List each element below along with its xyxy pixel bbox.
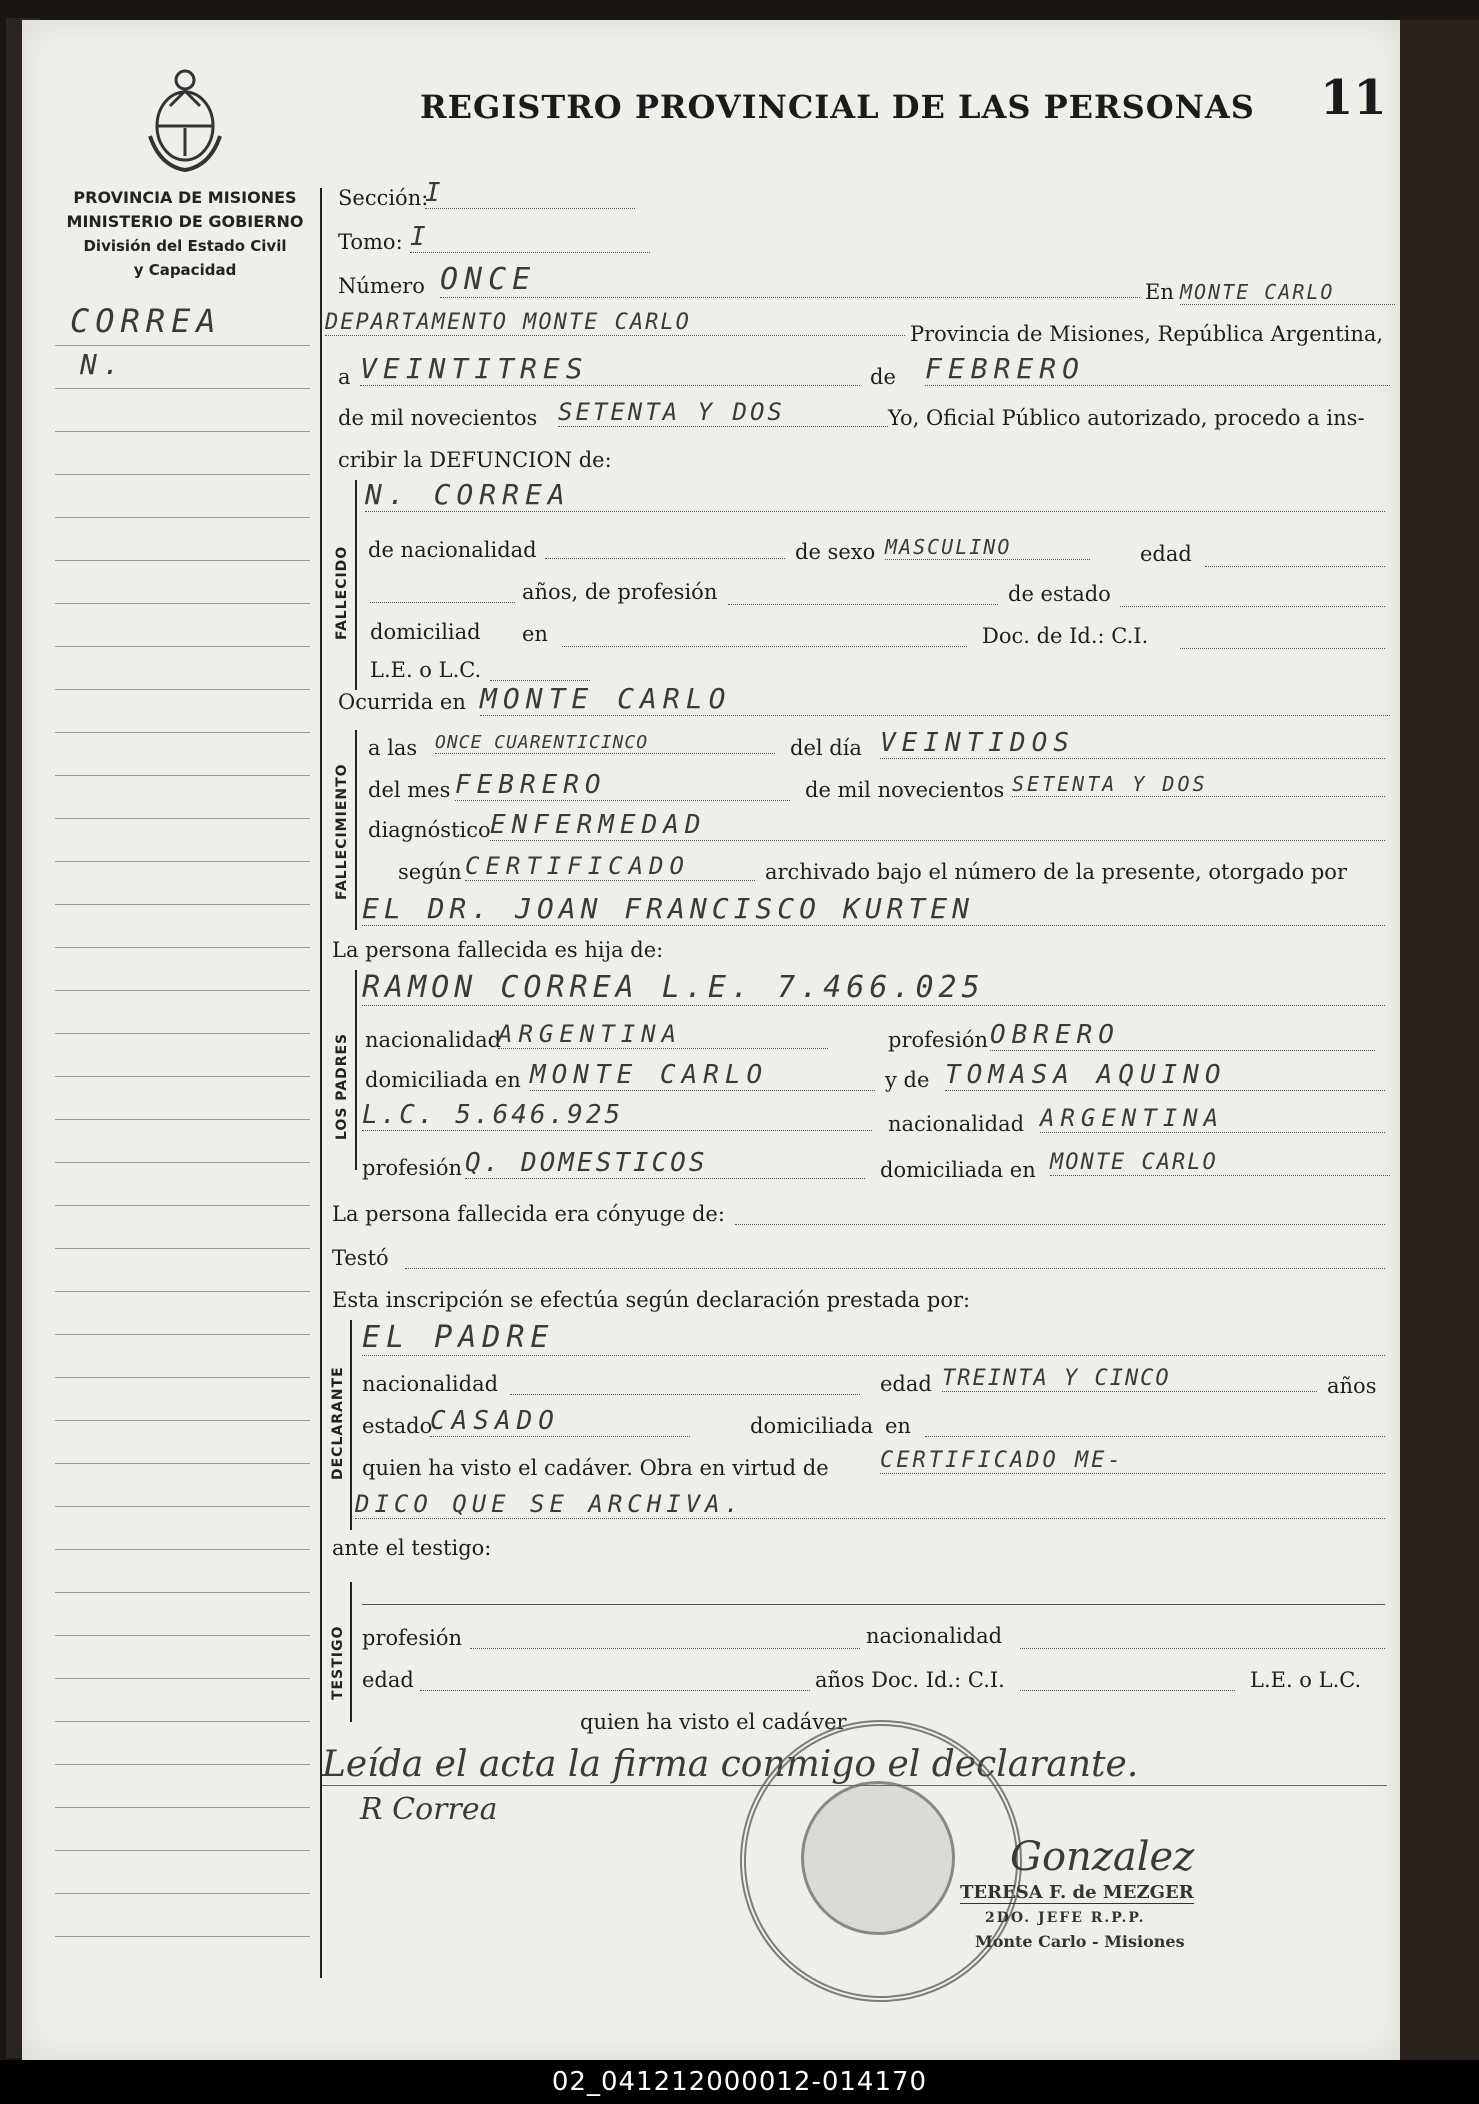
diagnostico-field: ENFERMEDAD — [490, 810, 1385, 841]
image-caption: 02_041212000012-014170 — [0, 2060, 1479, 2104]
edad-field — [1205, 564, 1385, 567]
seccion-field: I — [425, 178, 635, 209]
edad-label: edad — [1140, 542, 1192, 566]
firma-oficial: Gonzalez — [1010, 1834, 1195, 1880]
fallecimiento-section-label: FALLECIMIENTO — [334, 763, 350, 900]
margin-line — [55, 904, 310, 905]
testigo-nacionalidad-label: nacionalidad — [866, 1624, 1003, 1648]
margin-line — [55, 1807, 310, 1808]
margin-line — [55, 474, 310, 475]
mes-fallecimiento-field: FEBRERO — [455, 770, 790, 801]
margin-line — [55, 517, 310, 518]
y-de-label: y de — [885, 1068, 930, 1092]
margin-line — [55, 1033, 310, 1034]
madre-domicilio-label: domiciliada en — [880, 1158, 1036, 1182]
nacionalidad-label: de nacionalidad — [368, 538, 537, 562]
testo-label: Testó — [332, 1246, 389, 1270]
a-label: a — [338, 365, 351, 389]
form-left-border — [320, 188, 322, 1978]
margin-line — [55, 560, 310, 561]
departamento-field: DEPARTAMENTO MONTE CARLO — [325, 310, 905, 336]
doc-label: Doc. de Id.: C.I. — [982, 624, 1149, 648]
testigo-edad-field — [420, 1688, 810, 1691]
margin-line — [55, 1076, 310, 1077]
conyuge-label: La persona fallecida era cónyuge de: — [332, 1202, 725, 1226]
declaracion-label: Esta inscripción se efectúa según declaración prestada por: — [332, 1288, 971, 1312]
padre-nacionalidad-label: nacionalidad — [365, 1028, 502, 1052]
segun-field: CERTIFICADO — [465, 852, 755, 881]
margin-line — [55, 1119, 310, 1120]
fallecido-frame — [355, 480, 357, 690]
conyuge-field — [735, 1222, 1385, 1225]
margin-line — [55, 1377, 310, 1378]
margin-line — [55, 1678, 310, 1679]
margin-line — [55, 947, 310, 948]
obra-field: CERTIFICADO ME- — [880, 1448, 1385, 1474]
ocurrida-field: MONTE CARLO — [480, 682, 1390, 716]
hora-field: ONCE CUARENTICINCO — [435, 732, 775, 754]
testigo-intro: ante el testigo: — [332, 1536, 492, 1560]
margin-line — [55, 646, 310, 647]
anio-field: SETENTA Y DOS — [558, 398, 888, 427]
coat-of-arms-icon — [140, 66, 230, 178]
profesion-field — [728, 602, 998, 605]
testigo-edad-label: edad — [362, 1668, 414, 1692]
margin-line — [55, 990, 310, 991]
le-field — [490, 678, 590, 681]
anios-label: años, de profesión — [522, 580, 718, 604]
margin-line — [55, 1592, 310, 1593]
oficial-text: Yo, Oficial Público autorizado, procedo a ins- — [888, 406, 1365, 430]
margin-line — [55, 1635, 310, 1636]
padre-domicilio-field: MONTE CARLO — [530, 1060, 875, 1091]
padres-section-label: LOS PADRES — [334, 1032, 350, 1140]
margin-line — [55, 1248, 310, 1249]
margin-line — [55, 603, 310, 604]
margin-line — [55, 775, 310, 776]
en-label: En — [1145, 280, 1174, 304]
form-right-border — [1400, 188, 1402, 1978]
mes-label: del mes — [368, 778, 451, 802]
de-label: de — [870, 365, 896, 389]
page-number: 11 — [1320, 70, 1387, 126]
testigo-visto-text: quien ha visto el cadáver — [580, 1710, 847, 1734]
madre-field: TOMASA AQUINO — [945, 1060, 1385, 1091]
le-label: L.E. o L.C. — [370, 658, 482, 682]
declarante-nacionalidad-label: nacionalidad — [362, 1372, 499, 1396]
margin-line — [55, 388, 310, 389]
margin-line — [55, 1205, 310, 1206]
declarante-estado-label: estado — [362, 1414, 433, 1438]
sexo-label: de sexo — [795, 540, 876, 564]
margin-line — [55, 1162, 310, 1163]
margin-line — [55, 1850, 310, 1851]
margin-line — [55, 1764, 310, 1765]
obra-field-2: DICO QUE SE ARCHIVA. — [355, 1490, 1385, 1519]
declarante-estado-field: CASADO — [430, 1406, 690, 1437]
testigo-le-label: L.E. o L.C. — [1250, 1668, 1362, 1692]
margin-initial: N. — [80, 348, 126, 381]
testigo-profesion-label: profesión — [362, 1626, 462, 1650]
segun-label: según — [398, 860, 462, 884]
madre-doc-field: L.C. 5.646.925 — [362, 1100, 872, 1131]
firma-declarante: R Correa — [360, 1792, 498, 1827]
declarante-edad-field: TREINTA Y CINCO — [942, 1366, 1317, 1392]
numero-field: ONCE — [440, 262, 1140, 298]
sexo-field: MASCULINO — [885, 535, 1090, 560]
fallecido-section-label: FALLECIDO — [334, 545, 350, 640]
declarante-section-label: DECLARANTE — [330, 1366, 346, 1480]
archivado-text: archivado bajo el número de la presente, otorgado por — [765, 860, 1347, 884]
background-right — [1400, 20, 1479, 2060]
margin-line — [55, 1334, 310, 1335]
margin-line — [55, 1291, 310, 1292]
sello-lugar: Monte Carlo - Misiones — [975, 1932, 1185, 1951]
en-label-2: en — [522, 622, 548, 646]
madre-nacionalidad-field: ARGENTINA — [1040, 1104, 1385, 1133]
declarante-en-label: en — [885, 1414, 911, 1438]
issuer-division: División del Estado Civil — [83, 237, 287, 255]
anios-label-2: años — [1327, 1374, 1377, 1398]
margin-line — [55, 1463, 310, 1464]
otorgado-field: EL DR. JOAN FRANCISCO KURTEN — [362, 892, 1385, 926]
padres-intro: La persona fallecida es hija de: — [332, 938, 664, 962]
sello-cargo: 2DO. JEFE R.P.P. — [985, 1910, 1146, 1926]
issuer-capacity: y Capacidad — [133, 261, 237, 279]
madre-domicilio-field: MONTE CARLO — [1050, 1150, 1390, 1176]
declarante-domicilio-field — [925, 1434, 1385, 1437]
margin-line — [55, 1936, 310, 1937]
domicilio-field — [562, 644, 967, 647]
leida-acta-text: Leída el acta la firma conmigo el declarante. — [322, 1744, 1387, 1786]
fallecimiento-frame — [355, 730, 357, 930]
margin-line — [55, 1893, 310, 1894]
en-field: MONTE CARLO — [1180, 280, 1395, 305]
testigo-profesion-field — [470, 1646, 860, 1649]
testigo-nombre-field — [362, 1604, 1385, 1605]
padre-profesion-label: profesión — [888, 1028, 988, 1052]
fallecido-nombre-field: N. CORREA — [365, 478, 1385, 512]
margin-line — [55, 345, 310, 346]
dia-field: VEINTITRES — [360, 352, 860, 386]
margin-line — [55, 431, 310, 432]
page-title: REGISTRO PROVINCIAL DE LAS PERSONAS — [420, 88, 1255, 126]
margin-line — [55, 818, 310, 819]
estado-label: de estado — [1008, 582, 1111, 606]
margin-line — [55, 732, 310, 733]
testigo-doc-field — [1020, 1688, 1235, 1691]
official-seal — [740, 1720, 1022, 2002]
estado-field — [1120, 604, 1385, 607]
margin-line — [55, 1506, 310, 1507]
declarante-nacionalidad-field — [510, 1392, 860, 1395]
margin-line — [55, 689, 310, 690]
margin-surname: CORREA — [70, 302, 222, 340]
testigo-nacionalidad-field — [1020, 1646, 1385, 1649]
madre-profesion-field: Q. DOMESTICOS — [465, 1148, 865, 1179]
issuer-block — [50, 186, 320, 282]
provincia-text: Provincia de Misiones, República Argentina, — [910, 322, 1384, 346]
diagnostico-label: diagnóstico — [368, 818, 491, 842]
margin-line — [55, 1549, 310, 1550]
hora-label: a las — [368, 736, 418, 760]
testigo-anios-doc-label: años Doc. Id.: C.I. — [815, 1668, 1005, 1692]
anio-fallecimiento-field: SETENTA Y DOS — [1012, 772, 1385, 797]
padre-profesion-field: OBRERO — [990, 1020, 1375, 1051]
mil-label: de mil novecientos — [338, 406, 538, 430]
dia-fallecimiento-field: VEINTIDOS — [880, 728, 1385, 759]
madre-nacionalidad-label: nacionalidad — [888, 1112, 1025, 1136]
seccion-label: Sección: — [338, 186, 429, 210]
margin-line — [55, 861, 310, 862]
sello-nombre: TERESA F. de MEZGER — [960, 1882, 1194, 1903]
doc-field — [1180, 646, 1385, 649]
ocurrida-label: Ocurrida en — [338, 690, 466, 714]
domiciliado-label: domiciliad — [370, 620, 481, 644]
anios-field — [370, 600, 515, 603]
declarante-edad-label: edad — [880, 1372, 932, 1396]
domiciliada-label: domiciliada en — [365, 1068, 521, 1092]
margin-line — [55, 1420, 310, 1421]
padre-field: RAMON CORREA L.E. 7.466.025 — [362, 970, 1385, 1006]
testo-field — [405, 1266, 1385, 1269]
testigo-section-label: TESTIGO — [330, 1625, 346, 1700]
numero-label: Número — [338, 274, 425, 298]
padres-frame — [355, 970, 357, 1170]
mil-label-2: de mil novecientos — [805, 778, 1005, 802]
visto-text: quien ha visto el cadáver. Obra en virtud de — [362, 1456, 829, 1480]
madre-profesion-label: profesión — [362, 1156, 462, 1180]
margin-line — [55, 1721, 310, 1722]
tomo-label: Tomo: — [338, 230, 403, 254]
mes-field: FEBRERO — [925, 352, 1390, 386]
testigo-frame — [350, 1582, 352, 1722]
declarante-nombre-field: EL PADRE — [362, 1320, 1385, 1356]
issuer-province: PROVINCIA DE MISIONES — [73, 188, 297, 207]
dia-label-2: del día — [790, 736, 862, 760]
nacionalidad-field — [545, 556, 785, 559]
declarante-frame — [350, 1320, 352, 1530]
padre-nacionalidad-field: ARGENTINA — [498, 1020, 828, 1049]
inscribir-text: cribir la DEFUNCION de: — [338, 448, 612, 472]
issuer-ministry: MINISTERIO DE GOBIERNO — [66, 212, 304, 231]
tomo-field: I — [410, 222, 650, 253]
declarante-domiciliada-label: domiciliada — [750, 1414, 874, 1438]
